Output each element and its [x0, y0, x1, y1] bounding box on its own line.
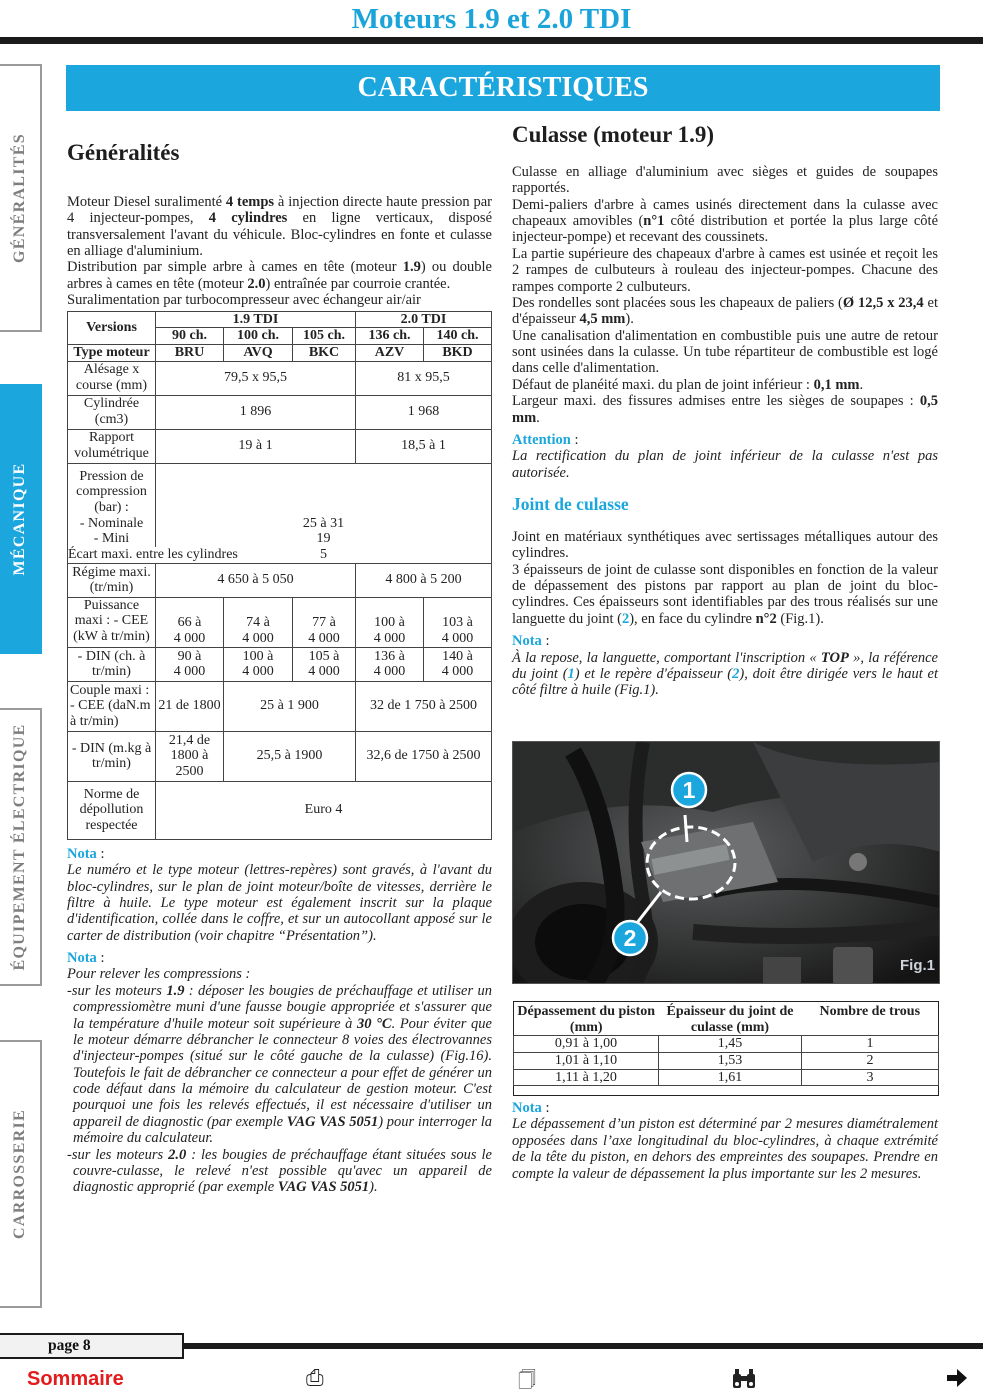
nota3-text: Le dépassement d’un piston est déterminé par 2 mesures diamétralement opposées dans l’axe longitudinal du bloc-cylindres, à chaque extrémité de la tête du piston, en dehors des empreintes des soupapes. Prendre en compte la valeur de dépassement la plus importante sur les 2 mesures.: [512, 1116, 938, 1182]
left-column: [67, 140, 492, 1196]
gasket-header: Épaisseur du joint de culasse (mm): [659, 1002, 802, 1036]
type-code: BRU: [156, 344, 224, 361]
joint-heading: Joint de culasse: [512, 494, 629, 515]
type-label: Type moteur: [68, 344, 156, 361]
table-cell: 1: [802, 1036, 939, 1053]
culasse-paragraph-7: Largeur maxi. des fissures admises entre les sièges de soupapes : 0,5 mm.: [512, 393, 938, 426]
joint-paragraph-2: 3 épaisseurs de joint de culasse sont disponibles en fonction de la valeur de dépassement des pistons par rapport au plan de joint du bloc-cylindres. Ces épaisseurs sont identifiables par des trous réalisés sur une languette du joint (2), en face du cylindre n°2 (Fig.1).: [512, 561, 938, 627]
callout-2-label: 2: [623, 925, 637, 951]
alesage-20: 81 x 95,5: [356, 361, 492, 395]
versions-header: Versions: [68, 311, 156, 344]
nota2-paragraph: Nota :: [67, 950, 105, 967]
nota-label: Nota: [512, 633, 542, 650]
din-value: 105 à 4 000: [293, 647, 356, 681]
tab-generalites[interactable]: [0, 64, 42, 332]
generalites-paragraph-3: Suralimentation par turbocompresseur avec échangeur air/air: [67, 292, 421, 309]
power-header: 105 ch.: [293, 328, 356, 345]
generalites-heading: Généralités: [67, 140, 180, 165]
culasse-heading: Culasse (moteur 1.9): [512, 122, 715, 147]
tab-label: MÉCANIQUE: [10, 462, 28, 576]
puissance-label: Puissance: [83, 597, 140, 613]
couple-cee-value: 32 de 1 750 à 2500: [356, 681, 492, 731]
ecart-row: [68, 547, 492, 563]
culasse-paragraph-3: La partie supérieure des chapeaux d'arbre à cames est usinée et reçoit les 2 rampes de culbuteurs à rouleau des injecteur-pompes. Chacune des rampes comporte 2 culbuteurs.: [512, 245, 938, 295]
tab-equipement-electrique[interactable]: [0, 708, 42, 986]
type-code: AZV: [356, 344, 424, 361]
nota2-item-1: -sur les moteurs 1.9 : déposer les bougies de préchauffage et utiliser un compressiomètre muni d'une fausse bougie appropriée et s'assurer que la température d'huile moteur soit supérieure à 30 °C. Pour éviter que le moteur démarre débrancher le connecteur 8 voies des électrovannes d'injecteur-pompes (situé sur le côté gauche de la culasse) (Fig.16). Toutefois le fait de débrancher ce connecteur a pour effet de générer un code défaut dans la mémoire du calculateur de gestion moteur. C'est pourquoi une fois les relevés effectués, il est nécessaire d'utiliser un appareil de diagnostic (par exemple VAG VAS 5051) pour interroger la mémoire du calculateur.: [67, 982, 492, 1147]
culasse-paragraph-5: Une canalisation d'alimentation en combustible puis une autre de retour sont usinées dans la culasse. Un tube répartiteur de combustible est logé dans celle d'alimentation.: [512, 327, 938, 377]
couple-din-value: 21,4 de 1800 à 2500: [156, 731, 224, 781]
tab-label: CARROSSERIE: [10, 1109, 28, 1239]
cee-value: 74 à 4 000: [224, 597, 293, 647]
engine-photo: [513, 742, 940, 984]
table-cell: 1,11 à 1,20: [514, 1069, 659, 1086]
regime-label: Régime maxi. (tr/min): [68, 563, 156, 597]
tab-label: ÉQUIPEMENT ÉLECTRIQUE: [10, 723, 28, 971]
couple-din-value: 32,6 de 1750 à 2500: [356, 731, 492, 781]
table-cell: 1,61: [659, 1069, 802, 1086]
rapport-19: 19 à 1: [156, 429, 356, 463]
pression-values: [156, 463, 492, 547]
din-value: 140 à 4 000: [424, 647, 492, 681]
arrow-right-icon[interactable]: [946, 1368, 968, 1393]
table-row: [514, 1036, 939, 1053]
cee-value: 77 à 4 000: [293, 597, 356, 647]
nota1-paragraph: Nota :: [67, 845, 105, 862]
document-title: Moteurs 1.9 et 2.0 TDI: [351, 3, 632, 35]
page-number: page 8: [0, 1333, 184, 1359]
culasse-paragraph-1: Culasse en alliage d'aluminium avec sièges et guides de soupapes rapportés.: [512, 163, 938, 197]
couple-cee-value: 21 de 1800: [156, 681, 224, 731]
din-value: 100 à 4 000: [224, 647, 293, 681]
table-row: [514, 1069, 939, 1086]
engine-spec-table: [67, 311, 492, 840]
figure-1-photo: [512, 741, 940, 984]
couple-din-value: 25,5 à 1900: [224, 731, 356, 781]
ecart-label: Écart maxi. entre les cylindres: [68, 547, 238, 563]
type-code: AVQ: [224, 344, 293, 361]
culasse-paragraph-6: Défaut de planéité maxi. du plan de joint inférieur : 0,1 mm.: [512, 376, 864, 393]
tdi20-header: 2.0 TDI: [356, 311, 492, 328]
tdi19-header: 1.9 TDI: [156, 311, 356, 328]
din-value: 90 à 4 000: [156, 647, 224, 681]
cee-value: 66 à 4 000: [156, 597, 224, 647]
nominale-label: - Nominale: [79, 515, 144, 531]
document-search-icon[interactable]: 🗍: [518, 1370, 536, 1391]
norme-value: Euro 4: [156, 781, 492, 839]
cylindree-19: 1 896: [156, 395, 356, 429]
couple-din-label: - DIN (m.kg à tr/min): [68, 731, 156, 781]
power-header: 90 ch.: [156, 328, 224, 345]
gasket-header: Nombre de trous: [802, 1002, 939, 1036]
alesage-19: 79,5 x 95,5: [156, 361, 356, 395]
pression-cell: [68, 463, 156, 547]
type-code: BKD: [424, 344, 492, 361]
figure-label: Fig.1: [899, 957, 935, 975]
din-label: - DIN (ch. à tr/min): [68, 647, 156, 681]
right-column: [512, 122, 938, 699]
din-value: 136 à 4 000: [356, 647, 424, 681]
binoculars-icon[interactable]: [731, 1368, 757, 1395]
regime-20: 4 800 à 5 200: [356, 563, 492, 597]
table-cell: 0,91 à 1,00: [514, 1036, 659, 1053]
nominale-value: 25 à 31: [302, 515, 345, 531]
type-code: BKC: [293, 344, 356, 361]
nota2-intro: Pour relever les compressions :: [67, 966, 251, 983]
nota1-text: Le numéro et le type moteur (lettres-repères) sont gravés, à l'avant du bloc-cylindres, sur le plan de joint moteur/boîte de vitesses, derrière le filtre à huile. Le type moteur est également inscrit sur la plaque d'identification, collée dans le coffre, et sur un autocollant apposé sur le carter de distribution (voir chapitre “Présentation”).: [67, 862, 492, 944]
puissance-cee-cell: [68, 597, 156, 647]
power-header: 140 ch.: [424, 328, 492, 345]
callout-1-label: 1: [682, 777, 696, 803]
alesage-label: Alésage x course (mm): [68, 361, 156, 395]
rapport-20: 18,5 à 1: [356, 429, 492, 463]
printer-icon[interactable]: ⎙: [306, 1366, 324, 1391]
tab-label: GÉNÉRALITÉS: [10, 133, 28, 263]
couple-cee-label: Couple maxi : - CEE (daN.m à tr/min): [68, 681, 156, 731]
table-cell: 2: [802, 1053, 939, 1070]
norme-label: Norme de dépollution respectée: [68, 781, 156, 839]
nota-label: Nota: [67, 950, 97, 967]
mini-value: 19: [316, 531, 331, 547]
cee-value: 100 à 4 000: [356, 597, 424, 647]
joint-nota-paragraph: Nota :: [512, 633, 550, 650]
generalites-paragraph-2: Distribution par simple arbre à cames en tête (moteur 1.9) ou double arbres à cames en tête (moteur 2.0) entraînée par courroie crantée.: [67, 259, 492, 292]
table-cell: 1,53: [659, 1053, 802, 1070]
nota-label: Nota: [512, 1100, 542, 1116]
table-cell: 1,01 à 1,10: [514, 1053, 659, 1070]
sommaire-link[interactable]: Sommaire: [27, 1368, 124, 1390]
table-cell: 3: [802, 1069, 939, 1086]
nota-label: Nota: [67, 845, 97, 862]
cylindree-20: 1 968: [356, 395, 492, 429]
joint-nota-text: À la repose, la languette, comportant l'inscription « TOP », la référence du joint (1) et le repère d'épaisseur (2), doit être dirigée vers le haut et côté filtre à huile (Fig.1).: [512, 649, 939, 699]
tab-carrosserie[interactable]: [0, 1040, 42, 1308]
nota3-paragraph: Nota :: [512, 1100, 550, 1116]
attention-text: La rectification du plan de joint inférieur de la culasse n'est pas autorisée.: [512, 448, 938, 481]
nota3-block: [512, 1100, 938, 1182]
attention-label: Attention: [512, 431, 571, 448]
cee-label: maxi : - CEE (kW à tr/min): [73, 613, 150, 645]
mini-label: - Mini: [93, 531, 130, 547]
section-banner: CARACTÉRISTIQUES: [66, 65, 940, 111]
power-header: 100 ch.: [224, 328, 293, 345]
table-cell: 1,45: [659, 1036, 802, 1053]
tab-mecanique[interactable]: [0, 384, 42, 654]
gasket-thickness-table: [513, 1001, 939, 1096]
couple-cee-value: 25 à 1 900: [224, 681, 356, 731]
culasse-paragraph-2: Demi-paliers d'arbre à cames usinés directement dans la culasse avec chapeaux amovibles (n°1 côté distribution et portée la plus large côté injecteur-pompe) et recevant des coussinets.: [512, 196, 939, 246]
table-row: [514, 1053, 939, 1070]
attention-paragraph: Attention :: [512, 431, 579, 448]
culasse-paragraph-4: Des rondelles sont placées sous les chapeaux de paliers (Ø 12,5 x 23,4 et d'épaisseur 4,5 mm).: [512, 294, 938, 328]
cylindree-label: Cylindrée (cm3): [68, 395, 156, 429]
gasket-header: Dépassement du piston (mm): [514, 1002, 659, 1036]
pression-label: Pression de compression (bar) :: [76, 468, 147, 516]
header-rule: [0, 37, 983, 44]
ecart-value: 5: [320, 547, 327, 563]
regime-19: 4 650 à 5 050: [156, 563, 356, 597]
nota2-item-2: -sur les moteurs 2.0 : les bougies de préchauffage étant situées sous le couvre-culasse, le relevé n'est possible qu'avec un appareil de diagnostic approprié (par exemple VAG VAS 5051).: [67, 1146, 492, 1196]
cee-value: 103 à 4 000: [424, 597, 492, 647]
power-header: 136 ch.: [356, 328, 424, 345]
joint-paragraph-1: Joint en matériaux synthétiques avec sertissages métalliques autour des cylindres.: [512, 528, 938, 562]
rapport-label: Rapport volumétrique: [68, 429, 156, 463]
generalites-paragraph-1: Moteur Diesel suralimenté 4 temps à injection directe haute pression par 4 injecteur-pompes, 4 cylindres en ligne verticaux, disposé transversalement l'avant du véhicule. Bloc-cylindres en fonte et culasse en alliage d'aluminium.: [67, 193, 493, 260]
